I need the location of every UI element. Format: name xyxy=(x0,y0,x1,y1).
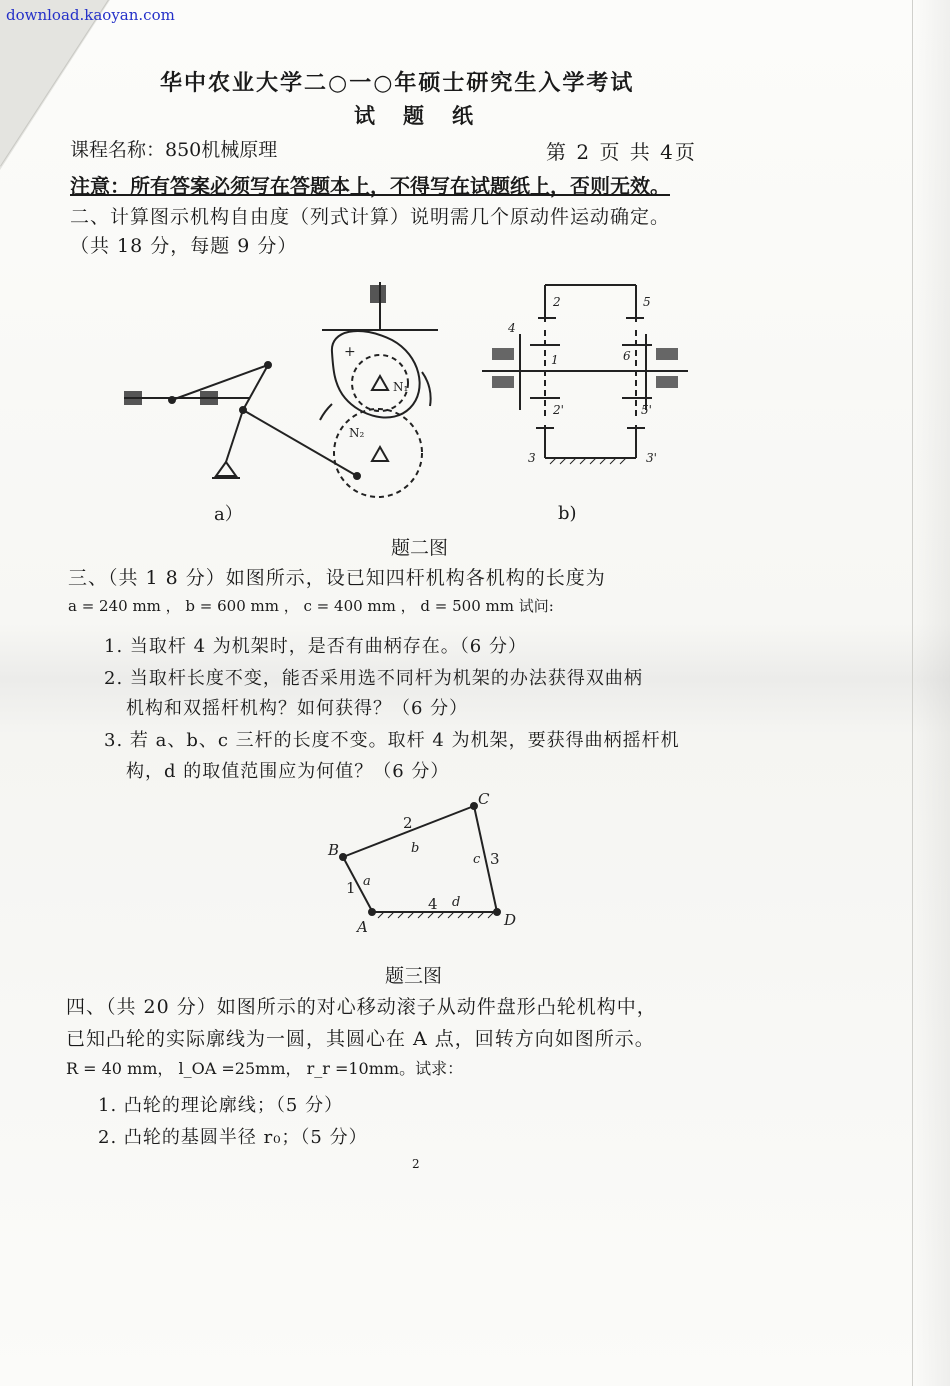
link xyxy=(243,410,357,476)
figure-3-caption: 题三图 xyxy=(385,965,443,987)
point-label-c: C xyxy=(478,790,490,808)
question-3-sub-3-line-1: 3. 若 a、b、c 三杆的长度不变。取杆 4 为机架，要获得曲柄摇杆机 xyxy=(104,730,680,751)
question-3-line-1: 三、（共 1 8 分）如图所示，设已知四杆机构各机构的长度为 xyxy=(68,567,606,589)
figure-2a xyxy=(124,282,438,497)
figure-label-b: b) xyxy=(558,503,577,524)
watermark-link[interactable]: download.kaoyan.com xyxy=(6,6,175,24)
rotation-arrow xyxy=(422,372,431,406)
fig2b-label: 3' xyxy=(646,451,657,465)
point-label-d: D xyxy=(504,911,517,929)
gear-circle xyxy=(334,409,422,497)
bearing-right-top xyxy=(656,348,678,360)
fig2b-label: 5' xyxy=(641,403,652,417)
fig2b-label: 5 xyxy=(643,295,651,309)
length-label-a: a xyxy=(363,874,371,889)
bearing-left-bottom xyxy=(492,376,514,388)
length-label-b: b xyxy=(411,841,420,856)
question-3-sub-3-line-2: 构，d 的取值范围应为何值？（6 分） xyxy=(126,761,450,782)
joint-b xyxy=(340,854,346,860)
length-label-c: c xyxy=(473,852,481,867)
fig2b-label: 4 xyxy=(508,321,516,335)
question-4-line-2: 已知凸轮的实际廓线为一圆，其圆心在 A 点，回转方向如图所示。 xyxy=(66,1028,655,1050)
cam-pivot xyxy=(372,376,388,390)
question-3-sub-2-line-1: 2. 当取杆长度不变，能否采用选不同杆为机架的办法获得双曲柄 xyxy=(104,668,643,689)
question-3-line-2: a = 240 mm ， b = 600 mm ， c = 400 mm ， d = 500 mm 试问: xyxy=(68,597,554,615)
joint xyxy=(354,473,360,479)
fig2b-label: 2 xyxy=(553,295,561,309)
question-2-line-2: （共 18 分，每题 9 分） xyxy=(70,235,298,257)
link-number-2: 2 xyxy=(403,814,413,832)
joint-c xyxy=(471,803,477,809)
link-number-1: 1 xyxy=(346,879,356,897)
fig2b-label: 6 xyxy=(623,349,631,363)
point-label-a: A xyxy=(357,918,368,936)
figure-2b xyxy=(482,285,688,458)
figure-2-caption: 题二图 xyxy=(391,537,449,559)
question-4-sub-1: 1. 凸轮的理论廓线；（5 分） xyxy=(98,1095,344,1116)
gear-pivot xyxy=(372,447,388,461)
point-label-b: B xyxy=(328,841,340,859)
page-info: 第 2 页 共 4页 xyxy=(546,140,697,164)
fig2b-label: 3 xyxy=(528,451,536,465)
page-number: 2 xyxy=(412,1157,420,1171)
course-name: 课程名称：850机械原理 xyxy=(70,139,278,161)
fig2a-label-n2: N₂ xyxy=(349,426,365,440)
question-4-sub-2: 2. 凸轮的基圆半径 r₀；（5 分） xyxy=(98,1127,368,1148)
link xyxy=(226,410,243,462)
question-4-line-1: 四、（共 20 分）如图所示的对心移动滚子从动件盘形凸轮机构中， xyxy=(66,996,657,1018)
rotation-arrow xyxy=(320,404,332,420)
exam-subtitle: 试题纸 xyxy=(354,103,501,128)
fig2a-label-n1: N₁ xyxy=(393,380,409,394)
link-number-4: 4 xyxy=(428,895,438,913)
link xyxy=(172,365,268,400)
figure-label-a: a） xyxy=(214,504,243,525)
question-3-sub-1: 1. 当取杆 4 为机架时，是否有曲柄存在。（6 分） xyxy=(104,636,527,657)
pivot-a xyxy=(369,909,375,915)
notice-text: 注意：所有答案必须写在答题本上，不得写在试题纸上，否则无效。 xyxy=(70,174,670,198)
ground-pivot xyxy=(216,462,236,476)
fig2b-label: 1 xyxy=(551,353,559,367)
question-4-line-3: R = 40 mm， l_OA =25mm， r_r =10mm。试求： xyxy=(66,1059,464,1078)
link-number-3: 3 xyxy=(490,850,500,868)
question-2-line-1: 二、计算图示机构自由度（列式计算）说明需几个原动件运动确定。 xyxy=(70,206,671,228)
bearing-left-top xyxy=(492,348,514,360)
bearing-right-bottom xyxy=(656,376,678,388)
pivot-d xyxy=(494,909,500,915)
fig2a-label-plus: + xyxy=(344,344,356,360)
exam-title: 华中农业大学二○一○年硕士研究生入学考试 xyxy=(160,70,635,96)
length-label-d: d xyxy=(452,895,461,910)
follower-guide xyxy=(370,285,386,303)
fig2b-label: 2' xyxy=(553,403,564,417)
question-3-sub-2-line-2: 机构和双摇杆机构？如何获得？（6 分） xyxy=(126,698,469,719)
